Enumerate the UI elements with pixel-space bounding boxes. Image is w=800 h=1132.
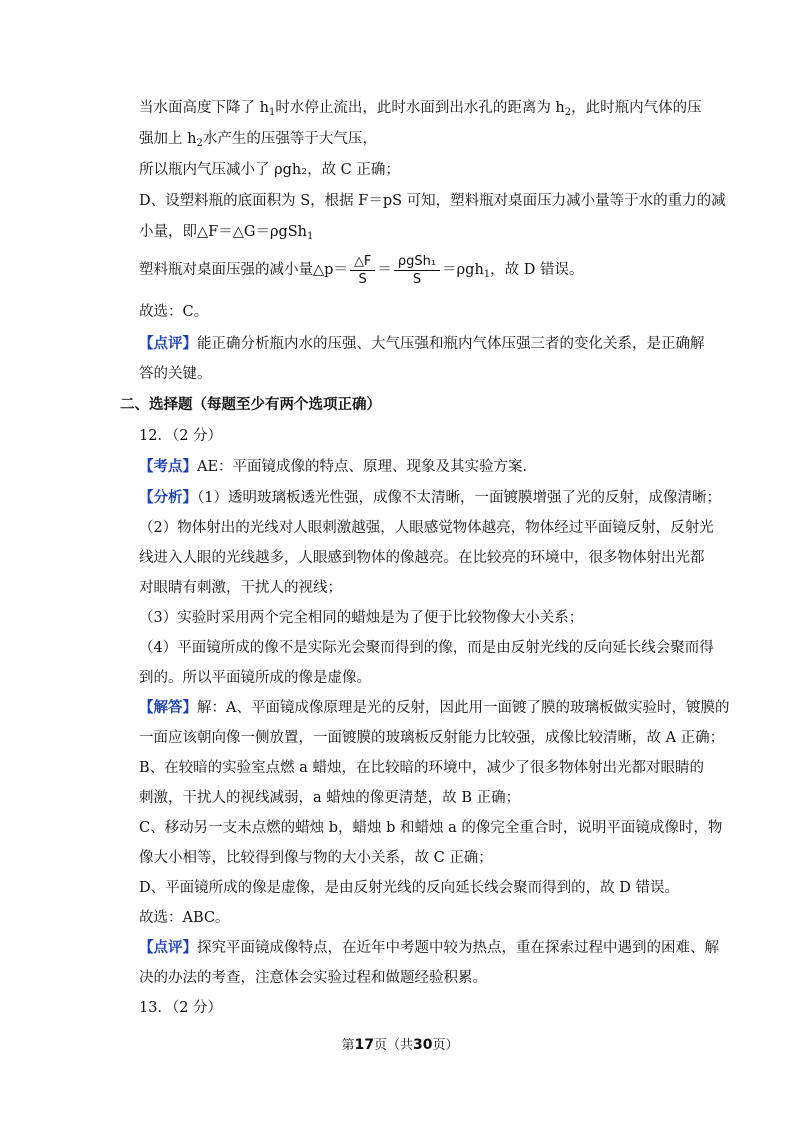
fraction: $\frac{\text{ρgSh₁}}{S}$ [394, 253, 440, 288]
text-line: 线进入人眼的光线越多，人眼感到物体的像越亮。在比较亮的环境中，很多物体射出光都 [139, 550, 705, 566]
text-line: 刺激，干扰人的视线减弱，a 蜡烛的像更清楚，故 B 正确； [139, 790, 521, 806]
fenxi-line: 【分析】（1）透明玻璃板透光性强，成像不太清晰，一面镀膜增强了光的反射，成像清晰； [139, 489, 721, 506]
text-line: 对眼睛有刺激，干扰人的视线； [139, 580, 342, 596]
kaodian-line: 【考点】AE：平面镜成像的特点、原理、现象及其实验方案. [139, 458, 528, 475]
section-tag: 【分析】 [139, 489, 197, 506]
fraction: $\frac{\triangle F}{S}$ [350, 253, 375, 288]
section-tag: 【考点】 [139, 458, 197, 475]
text-line: 当水面高度下降了 $h_1$时水停止流出，此时水面到出水孔的距离为 $h_2$，此时瓶内气体的压 [139, 100, 702, 118]
text-line: 像大小相等，比较得到像与物的大小关系，故 C 正确； [139, 850, 493, 866]
comment-line: 【点评】能正确分析瓶内水的压强、大气压强和瓶内气体压强三者的变化关系，是正确解 [139, 335, 705, 352]
comment-line: 【点评】探究平面镜成像特点，在近年中考题中较为热点，重在探索过程中遇到的困难、解 [139, 939, 719, 956]
text-line: C、移动另一支未点燃的蜡烛 b，蜡烛 b 和蜡烛 a 的像完全重合时，说明平面镜成像时，物 [139, 820, 723, 836]
text-line: （2）物体射出的光线对人眼刺激越强，人眼感觉物体越亮，物体经过平面镜反射，反射光 [139, 520, 714, 536]
jieda-line: 【解答】解：A、平面镜成像原理是光的反射，因此用一面镀了膜的玻璃板做实验时，镀膜的 [139, 699, 730, 716]
text-line: 故选：C。 [139, 304, 209, 320]
text-line: 所以瓶内气压减小了 ρgh₂，故 C 正确； [139, 162, 400, 178]
text-line: 到的。所以平面镜所成的像是虚像。 [139, 670, 371, 686]
text-line: （4）平面镜所成的像不是实际光会聚而得到的像，而是由反射光线的反向延长线会聚而得 [139, 640, 714, 656]
text-line: 答的关键。 [139, 366, 212, 382]
text-line: 一面应该朝向像一侧放置，一面镀膜的玻璃板反射能力比较强，成像比较清晰，故 A 正确； [139, 730, 725, 746]
page-footer: 第17页（共30页） [341, 1037, 459, 1053]
text-line: D、平面镜所成的像是虚像，是由反射光线的反向延长线会聚而得到的，故 D 错误。 [139, 880, 679, 896]
text-line: 小量，即△F＝△G＝ρgSh$_1$ [139, 224, 314, 242]
section-heading: 二、选择题（每题至少有两个选项正确） [120, 396, 381, 413]
text-line: 强加上 $h_2$水产生的压强等于大气压， [139, 131, 377, 149]
section-tag: 【点评】 [139, 335, 197, 352]
section-tag: 【点评】 [139, 939, 197, 956]
text-line: B、在较暗的实验室点燃 a 蜡烛，在比较暗的环境中，减少了很多物体射出光都对眼睛的 [139, 760, 705, 776]
text-line: D、设塑料瓶的底面积为 S，根据 F＝pS 可知，塑料瓶对桌面压力减小量等于水的重力的减 [139, 193, 726, 209]
question-number: 12．（2 分） [139, 428, 223, 444]
formula-line: 塑料瓶对桌面压强的减小量△p＝ $\frac{\triangle F}{S}$ ＝ $\frac{\text{ρgSh₁}}{S}$ ＝ρgh$_1$，故 D 错误。 [139, 253, 584, 287]
text-line: （3）实验时采用两个完全相同的蜡烛是为了便于比较物像大小关系； [139, 610, 584, 626]
section-tag: 【解答】 [139, 699, 197, 716]
question-number: 13．（2 分） [139, 1000, 223, 1016]
text-line: 故选：ABC。 [139, 910, 230, 926]
text-line: 决的办法的考查，注意体会实验过程和做题经验积累。 [139, 970, 487, 986]
